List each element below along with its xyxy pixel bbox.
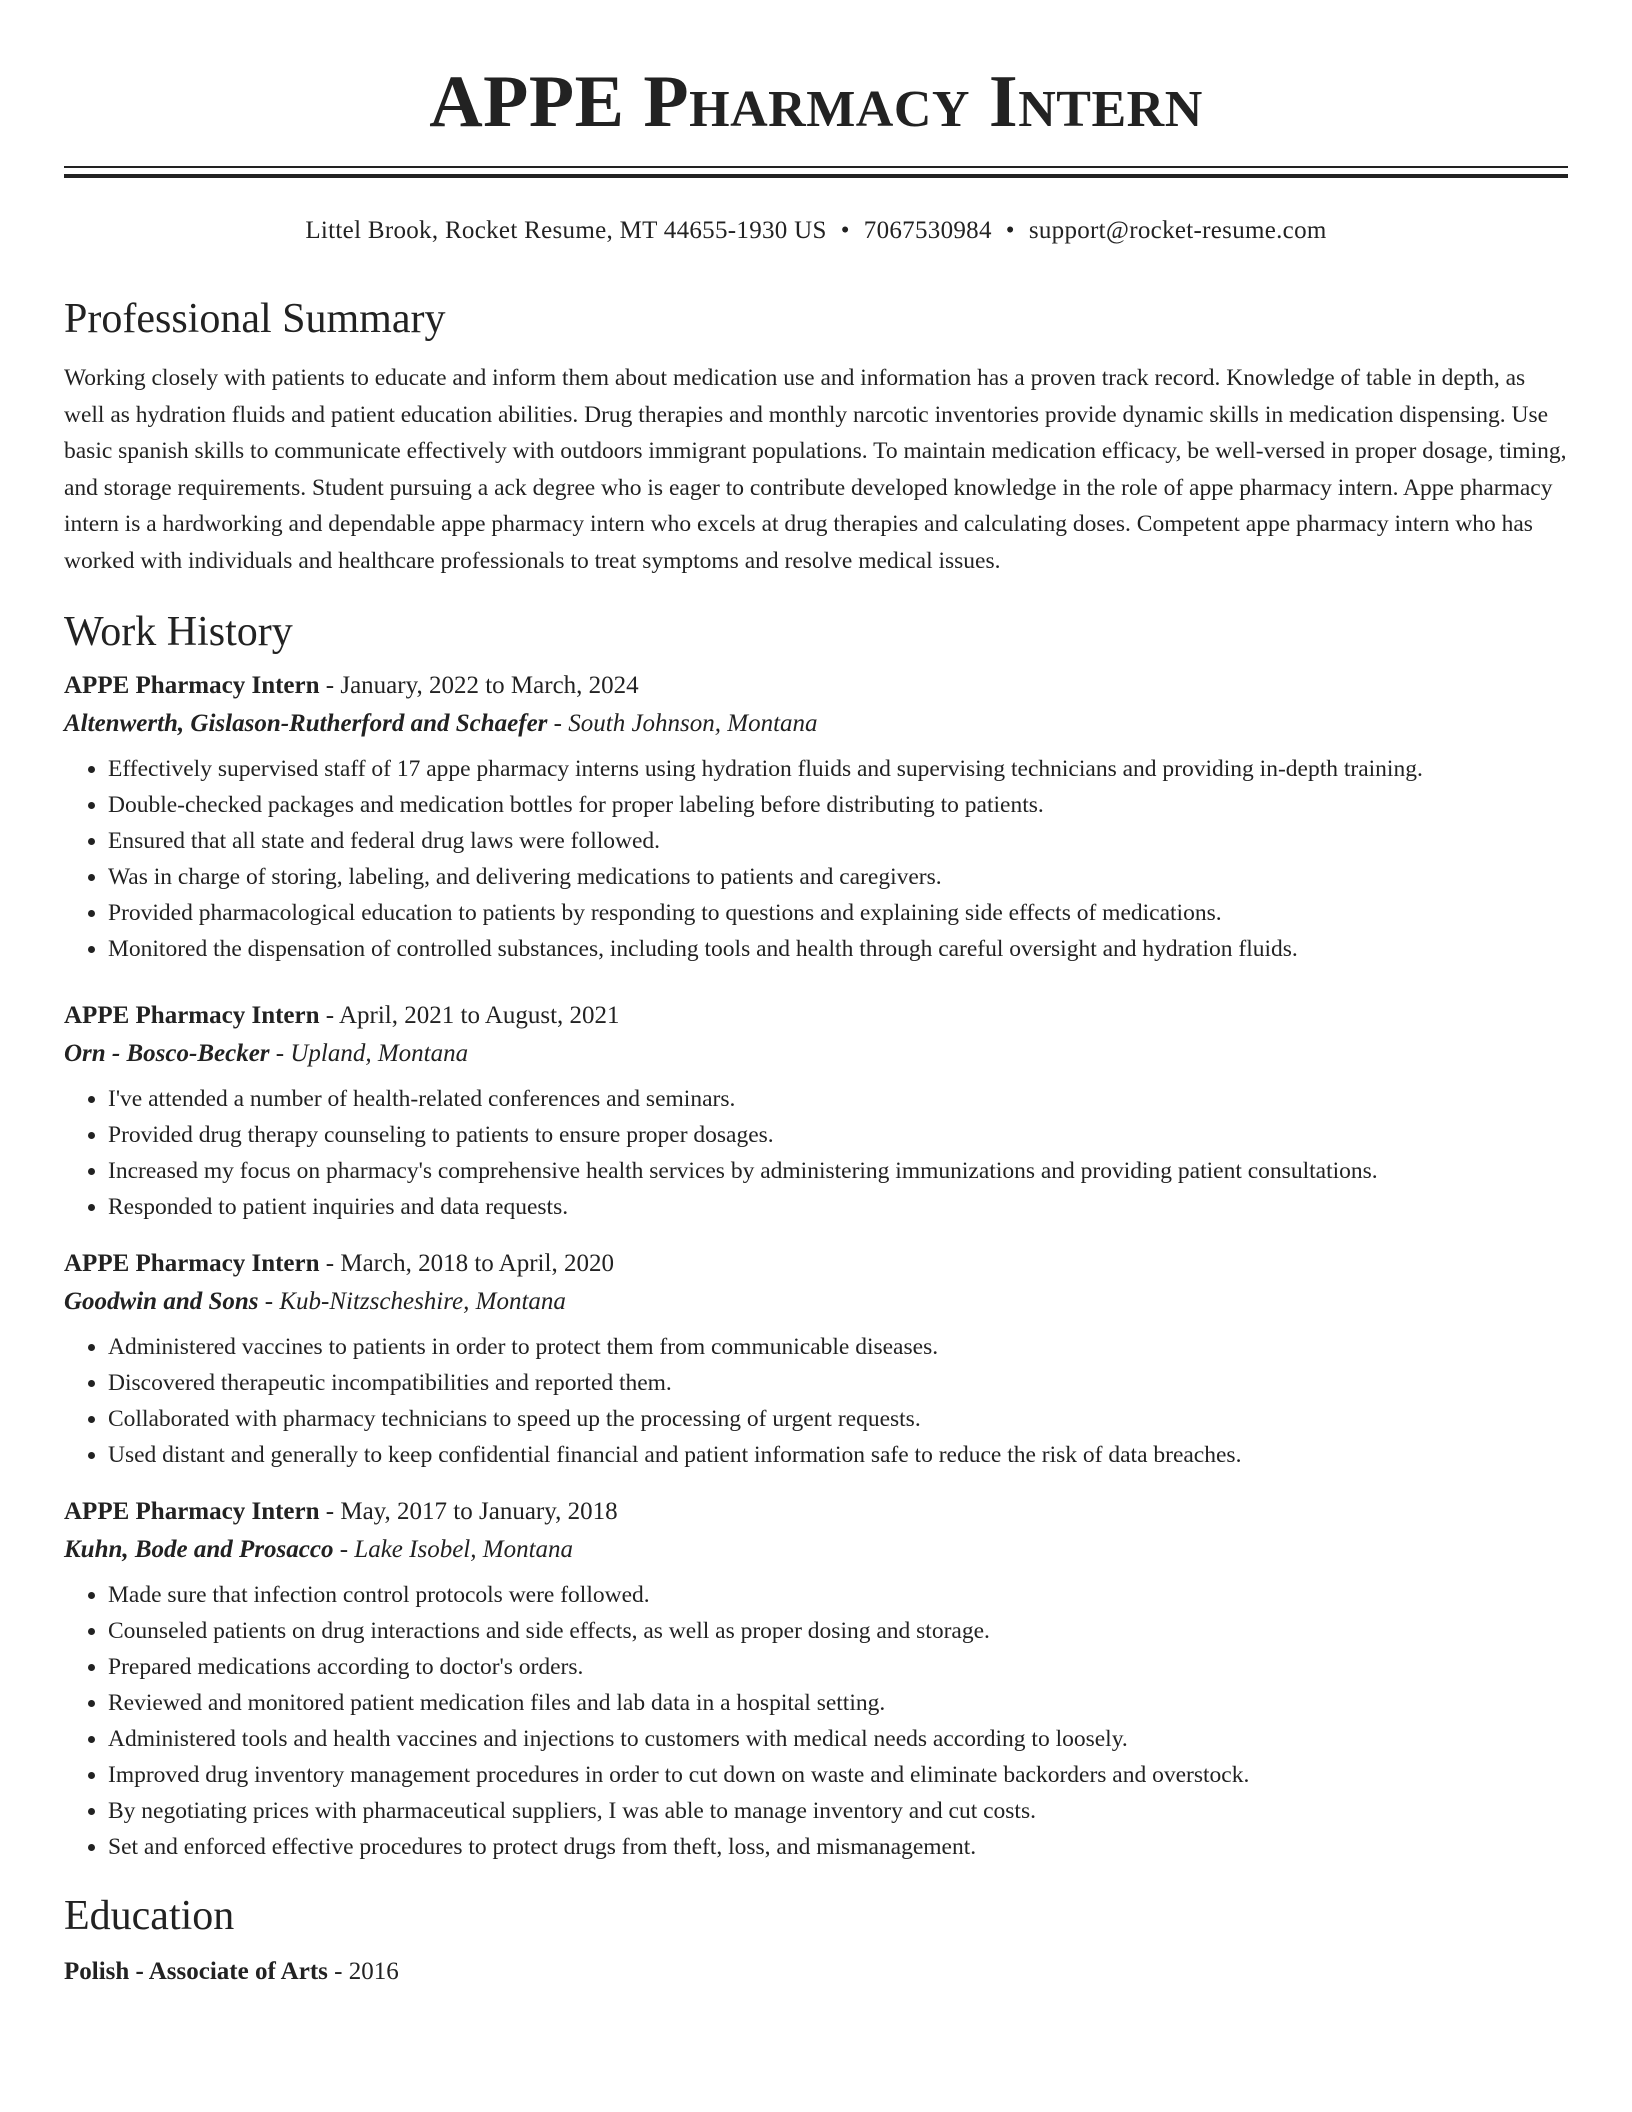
job-bullet: • Double-checked packages and medication bottles for proper labeling before distributing to patients. (108, 787, 1568, 823)
contact-line (64, 216, 1568, 246)
job-bullet: • Provided drug therapy counseling to patients to ensure proper dosages. (108, 1117, 1568, 1153)
job-bullet: • Made sure that infection control protocols were followed. (108, 1577, 1568, 1613)
job-company: Kuhn, Bode and Prosacco (64, 1536, 334, 1563)
summary-text: Working closely with patients to educate and inform them about medication use and information has a proven track record. Knowledge of table in depth, as well as hydration fluids and patient education abilities. Drug therapies and monthly narcotic inventories provide dynamic skills in medication dispensing. Use basic spanish skills to communicate effectively with outdoors immigrant populations. To maintain medication efficacy, be well-versed in proper dosage, timing, and storage requirements. Student pursuing a ack degree who is eager to contribute developed knowledge in the role of appe pharmacy intern. Appe pharmacy intern is a hardworking and dependable appe pharmacy intern who excels at drug therapies and calculating doses. Competent appe pharmacy intern who has worked with individuals and healthcare professionals to treat symptoms and resolve medical issues. (64, 365, 1567, 574)
resume-page (64, 0, 1568, 1991)
job-bullet-list (64, 1577, 1568, 1865)
job-bullet: • Collaborated with pharmacy technicians to speed up the processing of urgent requests. (108, 1401, 1568, 1437)
education-year: - 2016 (327, 1958, 399, 1985)
job-bullet: • Was in charge of storing, labeling, and delivering medications to patients and caregivers. (108, 859, 1568, 895)
job-location: - Kub-Nitzscheshire, Montana (258, 1288, 566, 1315)
resume-title: APPE Pharmacy Intern (429, 61, 1203, 143)
job-bullet-list (64, 1329, 1568, 1473)
job-company-line (64, 1283, 1568, 1321)
work-history-heading: Work History (64, 609, 293, 655)
job-bullet: • Set and enforced effective procedures to protect drugs from theft, loss, and mismanagement. (108, 1829, 1568, 1865)
job-title: APPE Pharmacy Intern (64, 1498, 320, 1525)
job-entry (64, 667, 1568, 967)
job-bullet: • Administered tools and health vaccines and injections to customers with medical needs according to loosely. (108, 1721, 1568, 1757)
job-bullet: • Increased my focus on pharmacy's comprehensive health services by administering immunizations and providing patient consultations. (108, 1153, 1568, 1189)
job-bullet: • Counseled patients on drug interactions and side effects, as well as proper dosing and storage. (108, 1613, 1568, 1649)
job-company: Orn - Bosco-Becker (64, 1040, 270, 1067)
job-bullet: • Administered vaccines to patients in order to protect them from communicable diseases. (108, 1329, 1568, 1365)
job-location: - South Johnson, Montana (547, 710, 818, 737)
job-bullet: • Improved drug inventory management procedures in order to cut down on waste and eliminate backorders and overstock. (108, 1757, 1568, 1793)
job-bullet: • Discovered therapeutic incompatibilities and reported them. (108, 1365, 1568, 1401)
job-bullet: • Provided pharmacological education to patients by responding to questions and explaining side effects of medications. (108, 895, 1568, 931)
job-dates: - May, 2017 to January, 2018 (319, 1498, 618, 1525)
job-dates: - March, 2018 to April, 2020 (319, 1250, 614, 1277)
job-bullet: • Prepared medications according to doctor's orders. (108, 1649, 1568, 1685)
contact-separator: • (1005, 217, 1015, 244)
education-list (64, 1953, 1568, 1991)
job-dates: - April, 2021 to August, 2021 (319, 1002, 620, 1029)
title-divider-thin (64, 166, 1568, 168)
job-company-line (64, 1035, 1568, 1073)
job-location: - Lake Isobel, Montana (333, 1536, 574, 1563)
job-entry (64, 1245, 1568, 1473)
job-location: - Upland, Montana (269, 1040, 469, 1067)
job-bullet: • Ensured that all state and federal drug laws were followed. (108, 823, 1568, 859)
job-dates: - January, 2022 to March, 2024 (319, 672, 639, 699)
job-title-line (64, 667, 1568, 705)
job-bullet-list (64, 1081, 1568, 1225)
job-entry (64, 997, 1568, 1225)
title-divider-thick (64, 174, 1568, 178)
education-heading: Education (64, 1893, 235, 1939)
contact-email: support@rocket-resume.com (1028, 217, 1327, 244)
contact-separator: • (840, 217, 850, 244)
job-title-line (64, 1493, 1568, 1531)
summary-heading: Professional Summary (64, 296, 446, 342)
job-title-line (64, 1245, 1568, 1283)
job-company: Altenwerth, Gislason-Rutherford and Schaefer (64, 710, 548, 737)
education-entry (64, 1953, 1568, 1991)
contact-address: Littel Brook, Rocket Resume, MT 44655-1930 US (305, 217, 827, 244)
job-company: Goodwin and Sons (64, 1288, 259, 1315)
job-title: APPE Pharmacy Intern (64, 672, 320, 699)
job-bullet: • Used distant and generally to keep confidential financial and patient information safe to reduce the risk of data breaches. (108, 1437, 1568, 1473)
job-bullet-list (64, 751, 1568, 967)
job-bullet: • Monitored the dispensation of controlled substances, including tools and health through careful oversight and hydration fluids. (108, 931, 1568, 967)
job-entry (64, 1493, 1568, 1865)
job-title: APPE Pharmacy Intern (64, 1002, 320, 1029)
contact-phone: 7067530984 (863, 217, 992, 244)
job-bullet: • Responded to patient inquiries and data requests. (108, 1189, 1568, 1225)
job-title-line (64, 997, 1568, 1035)
job-company-line (64, 705, 1568, 743)
job-bullet: • By negotiating prices with pharmaceutical suppliers, I was able to manage inventory and cut costs. (108, 1793, 1568, 1829)
job-company-line (64, 1531, 1568, 1569)
work-history-list (64, 667, 1568, 1865)
education-degree: Polish - Associate of Arts (64, 1958, 328, 1985)
job-bullet: • Effectively supervised staff of 17 appe pharmacy interns using hydration fluids and supervising technicians and providing in-depth training. (108, 751, 1568, 787)
job-bullet: • I've attended a number of health-related conferences and seminars. (108, 1081, 1568, 1117)
job-title: APPE Pharmacy Intern (64, 1250, 320, 1277)
job-bullet: • Reviewed and monitored patient medication files and lab data in a hospital setting. (108, 1685, 1568, 1721)
